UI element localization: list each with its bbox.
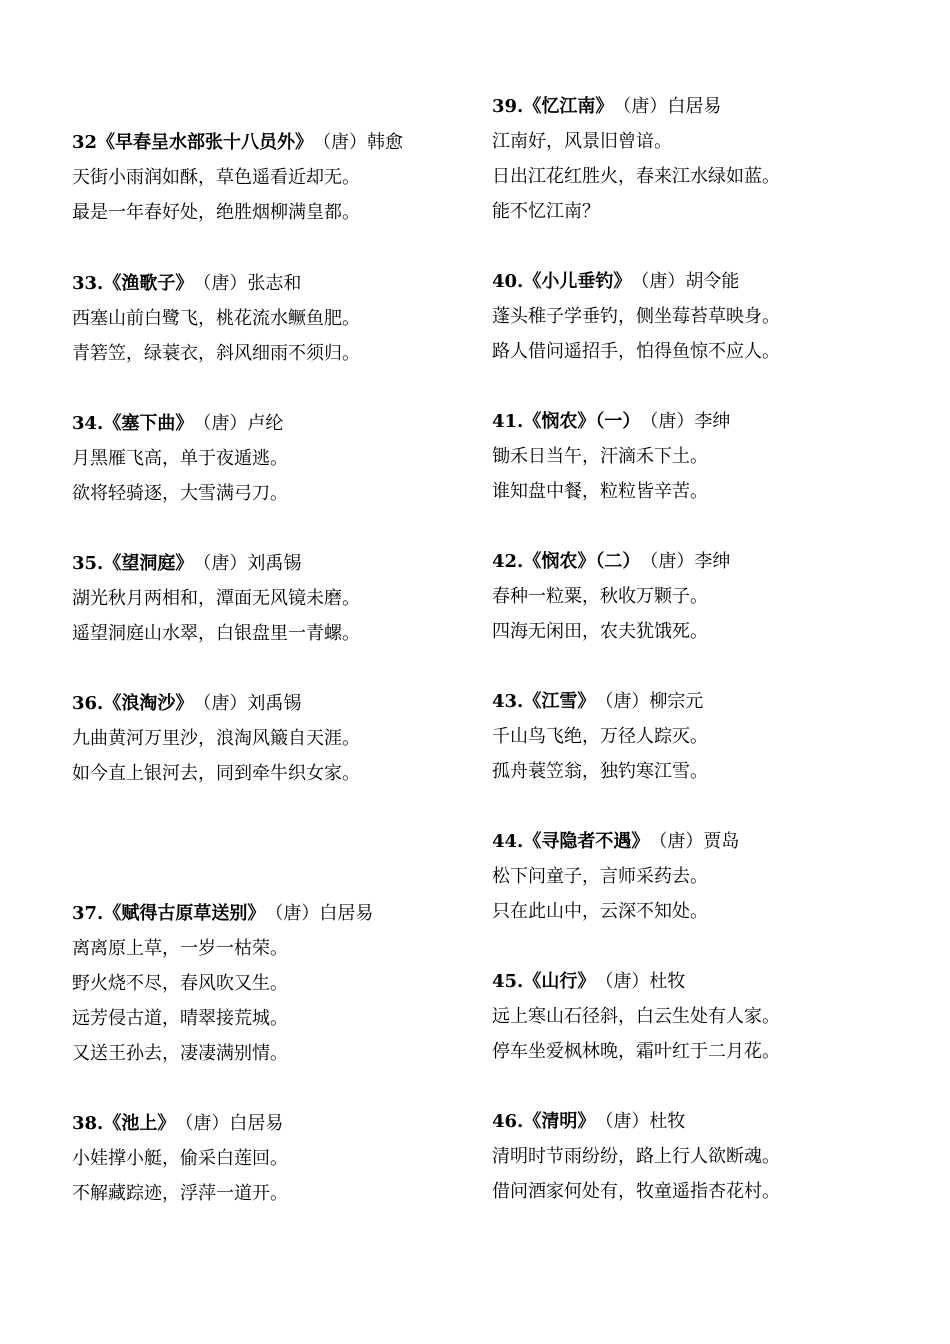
poem-title [72,406,288,441]
poem-author: （唐）刘禹锡 [202,693,302,714]
poem-line: 九曲黄河万里沙，浪淘风簸自天涯。 [72,728,360,749]
poem-title [72,686,360,721]
poem-line: 小娃撑小艇，偷采白莲回。 [72,1148,288,1169]
poem-line: 只在此山中，云深不知处。 [492,901,708,922]
poem-title-text: 35.《望洞庭》 [72,553,185,574]
poem-author: （唐）杜牧 [604,1111,686,1132]
poem-line: 最是一年春好处，绝胜烟柳满皇都。 [72,202,360,223]
poem-title-text: 41.《悯农》（一） [492,411,632,432]
poem-author: （唐）胡令能 [640,271,740,292]
poem-32 [72,125,403,230]
poem-46 [492,1104,780,1209]
poem-line: 蓬头稚子学垂钓，侧坐莓苔草映身。 [492,306,780,327]
poem-line: 能不忆江南？ [492,201,600,222]
poem-line: 千山鸟飞绝，万径人踪灭。 [492,726,708,747]
poem-line: 春种一粒粟，秋收万颗子。 [492,586,708,607]
poem-line: 江南好，风景旧曾谙。 [492,131,672,152]
poem-author: （唐）杜牧 [604,971,686,992]
poem-title-text: 45.《山行》 [492,971,587,992]
poem-author: （唐）白居易 [184,1113,284,1134]
poem-author: （唐）卢纶 [202,413,284,434]
poem-author: （唐）张志和 [202,273,302,294]
poem-line: 野火烧不尽，春风吹又生。 [72,973,288,994]
poem-title-text: 33.《渔歌子》 [72,273,185,294]
poem-title [492,684,708,719]
poem-title-text: 34.《塞下曲》 [72,413,185,434]
poem-title [492,964,780,999]
poem-title-text: 43.《江雪》 [492,691,587,712]
poem-title [492,1104,780,1139]
poem-45 [492,964,780,1069]
poem-line: 锄禾日当午，汗滴禾下土。 [492,446,708,467]
poem-42 [492,544,730,649]
poem-line: 离离原上草，一岁一枯荣。 [72,938,288,959]
poem-line: 日出江花红胜火，春来江水绿如蓝。 [492,166,780,187]
poem-title [72,546,360,581]
poem-line: 谁知盘中餐，粒粒皆辛苦。 [492,481,708,502]
poem-line: 欲将轻骑逐，大雪满弓刀。 [72,483,288,504]
poem-43 [492,684,708,789]
poem-44 [492,824,739,929]
poem-line: 西塞山前白鹭飞，桃花流水鳜鱼肥。 [72,308,360,329]
poem-author: （唐）李绅 [649,551,731,572]
poem-title [492,824,739,859]
poem-author: （唐）刘禹锡 [202,553,302,574]
poem-38 [72,1106,288,1211]
poem-line: 四海无闲田，农夫犹饿死。 [492,621,708,642]
poem-title [492,404,730,439]
poem-36 [72,686,360,791]
poem-author: （唐）白居易 [274,903,374,924]
poem-author: （唐）韩愈 [322,132,404,153]
poem-line: 孤舟蓑笠翁，独钓寒江雪。 [492,761,708,782]
poem-line: 又送王孙去，凄凄满别情。 [72,1043,288,1064]
poem-line: 遥望洞庭山水翠，白银盘里一青螺。 [72,623,360,644]
poem-line: 松下问童子，言师采药去。 [492,866,708,887]
poem-author: （唐）李绅 [649,411,731,432]
poem-34 [72,406,288,511]
poem-title-text: 40.《小儿垂钓》 [492,271,623,292]
poem-40 [492,264,780,369]
poem-title [492,89,780,124]
poem-line: 如今直上银河去，同到牵牛织女家。 [72,763,360,784]
poem-title [72,896,373,931]
poem-title-text: 46.《清明》 [492,1111,587,1132]
poem-title-text: 38.《池上》 [72,1113,167,1134]
poem-title [72,125,403,160]
poem-line: 湖光秋月两相和，潭面无风镜未磨。 [72,588,360,609]
poem-author: （唐）柳宗元 [604,691,704,712]
poem-41 [492,404,730,509]
poem-line: 月黑雁飞高，单于夜遁逃。 [72,448,288,469]
poem-title-text: 42.《悯农》（二） [492,551,632,572]
poem-title-text: 39.《忆江南》 [492,96,605,117]
poem-line: 借问酒家何处有，牧童遥指杏花村。 [492,1181,780,1202]
poem-33 [72,266,360,371]
poem-title [492,544,730,579]
poem-line: 停车坐爱枫林晚，霜叶红于二月花。 [492,1041,780,1062]
poem-line: 路人借问遥招手，怕得鱼惊不应人。 [492,341,780,362]
poem-line: 远上寒山石径斜，白云生处有人家。 [492,1006,780,1027]
poem-author: （唐）贾岛 [658,831,740,852]
poem-title [72,266,360,301]
poem-title [492,264,780,299]
poem-title-text: 44.《寻隐者不遇》 [492,831,641,852]
poem-line: 不解藏踪迹，浮萍一道开。 [72,1183,288,1204]
poem-35 [72,546,360,651]
poem-39 [492,89,780,229]
poem-title-text: 36.《浪淘沙》 [72,693,185,714]
poem-37 [72,896,373,1071]
poem-line: 青箬笠，绿蓑衣，斜风细雨不须归。 [72,343,360,364]
poem-title-text: 32《早春呈水部张十八员外》 [72,132,305,153]
poem-line: 清明时节雨纷纷，路上行人欲断魂。 [492,1146,780,1167]
poem-title [72,1106,288,1141]
poem-line: 天街小雨润如酥，草色遥看近却无。 [72,167,360,188]
poem-line: 远芳侵古道，晴翠接荒城。 [72,1008,288,1029]
poem-author: （唐）白居易 [622,96,722,117]
poem-title-text: 37.《赋得古原草送别》 [72,903,257,924]
